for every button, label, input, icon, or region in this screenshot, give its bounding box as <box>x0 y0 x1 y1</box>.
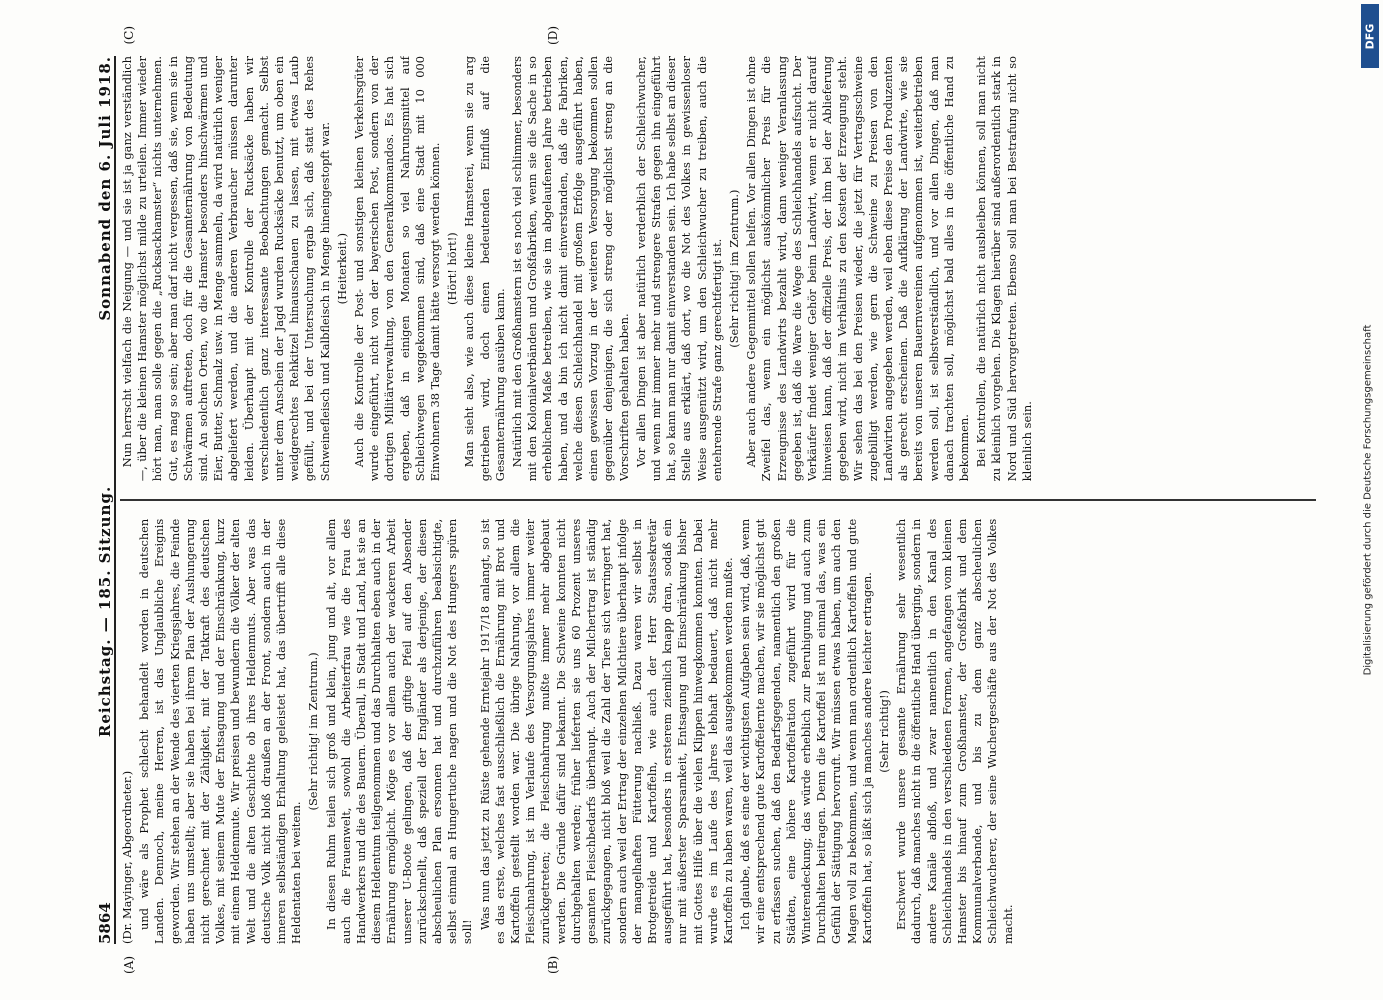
paragraph: Ich glaube, daß es eine der wichtigsten Aufgaben sein wird, daß, wenn wir eine entsprechend gute Kartoffelernte machen, wir sie möglichst gut zu erfassen suchen, daß den Bedarfsgegenden, namentlich den großen Städten, eine höhere Kartoffelration zugeführt wird für die Winterendeckung; das würde erheblich zur Beruhigung und auch zum Durchhalten beitragen. Denn die Kartoffel ist nun einmal das, was ein Gefühl der Sättigung hervorruft. Wir müssen etwas haben, um auch den Magen voll zu bekommen, und wenn man ordentlich Kartoffeln und gute Kartoffeln hat, so läßt sich ja manches andere leichter ertragen. <box>738 518 874 944</box>
paragraph: Auch die Kontrolle der Post- und sonstigen kleinen Verkehrsgüter wurde eingeführt, nicht von der bayerischen Post, sondern von der dortigen Militärverwaltung, von den Generalkommandos. Es hat sich ergeben, daß in einigen Monaten so viel Nahrungsmittel auf Schleichwegen weggekommen sind, daß eine Stadt mit 10 000 Einwohnern 38 Tage damit hätte versorgt werden können. <box>352 56 443 482</box>
paragraph: In diesen Ruhm teilen sich groß und klein, jung und alt, vor allem auch die Frauenwelt, sowohl die Arbeiterfrau wie die Frau des Handwerkers und die des Bauern. Überall, in Stadt und Land, hat sie an diesem Heldentum teilgenommen und das Durchhalten eben auch in der Ernährung ermöglicht. Möge es vor allem auch der wackeren Arbeit unserer U-Boote gelingen, daß der giftige Pfeil auf den Absender zurückschnellt, daß speziell der Engländer als derjenige, der diesen abscheulichen Plan ersonnen hat und durchzuführen beabsichtigte, selbst einmal an Hungertuche nagen und die Not des Hungers spüren soll! <box>323 518 475 944</box>
paragraph: Aber auch andere Gegenmittel sollen helfen. Vor allen Dingen ist ohne Zweifel das, wenn ein möglichst auskömmlicher Preis für die Erzeugnisse des Landwirts bezahlt wird, dann weniger Veranlassung gegeben ist, daß die Ware die Wege des Schleichhandels aufsucht. Der Verkäufer findet weniger Gehör beim Landwirt, wenn er nicht darauf hinweisen kann, daß der offizielle Preis, der ihm bei der Ablieferung gegeben wird, nicht im Verhältnis zu den Kosten der Erzeugung steht. Wir sehen das bei den Preisen wieder, die jetzt für Vertragsschweine zugebilligt werden, wie gern die Schweine zu Preisen von den Landwirten angegeben werden, weil eben diese Preise den Produzenten als gerecht erscheinen. Daß die Aufklärung der Landwirte, wie sie bereits von unseren Bauernvereinen aufgenommen ist, weiterbetrieben werden soll, ist selbstverständlich, und vor allen Dingen, daß man danach trachten soll, möglichst bald alles in die öffentliche Hand zu bekommen. <box>744 56 971 482</box>
interjection: (Heiterkeit.) <box>334 232 349 305</box>
interjection: (Hört! hört!) <box>445 232 460 305</box>
page-number: 5864 <box>96 902 114 944</box>
margin-mark-d: (D) <box>546 26 560 45</box>
paragraph: Man sieht also, wie auch diese kleine Hamsterei, wenn sie zu arg getrieben wird, doch einen bedeutenden Einfluß auf die Gesamternährung ausüben kann. <box>462 56 507 482</box>
interjection: (Sehr richtig! im Zentrum.) <box>726 189 741 348</box>
right-column <box>120 56 1316 481</box>
paragraph: Bei Kontrollen, die natürlich nicht ausbleiben können, soll man nicht zu kleinlich vorgehen. Die Klagen hierüber sind außerordentlich stark in Nord und Süd hervorgetreten. Ebenso soll man bei Bestrafung nicht so kleinlich sein. <box>974 56 1034 482</box>
credit-text: Digitalisierung gefördert durch die Deutsche Forschungsgemeinschaft <box>1362 324 1374 676</box>
interjection: (Sehr richtig!) <box>876 690 891 773</box>
margin-mark-c: (C) <box>122 26 136 45</box>
paragraph: Vor allen Dingen ist aber natürlich verderblich der Schleichwucher, und wenn mir immer mehr und strengere Strafen gegen ihn eingeführt hat, so kann man nur damit einverstanden sein. Ich habe selbst an dieser Stelle aus erklärt, daß dort, wo die Not des Volkes in gewissenloser Weise ausgenützt wird, um den Schleichwucher zu treiben, auch die entehrende Strafe ganz gerechtfertigt ist. <box>633 56 724 482</box>
digitization-credit <box>1359 0 1377 1000</box>
page-header <box>84 56 116 944</box>
paragraph: Nun herrscht vielfach die Neigung — und sie ist ja ganz verständlich —, über die kleinen Hamster möglichst milde zu urteilen. Immer wieder hört man, man solle gegen die „Rucksackhamster“ nichts unternehmen. Gut, es mag so sein; aber man darf nicht vergessen, daß sie, wenn sie in Schwärmen auftreten, doch für die Gesamternährung von Bedeutung sind. An solchen Orten, wo die Hamster besonders hinschwärmen und Eier, Butter, Schmalz usw. in Menge sammeln, da wird natürlich weniger abgeliefert werden, und die anderen Verbraucher müssen darunter leiden. Überhaupt mit der Kontrolle der Rucksäcke haben wir verschiedentlich ganz interessante Beobachtungen gemacht. Selbst unter dem Anschein der Jagd wurden Rucksäcke benutzt, um oben ein weidgerechtes Rehkitzel hinausschauen zu lassen, mit etwas Laub gefüllt, und bei der Untersuchung ergab sich, daß statt des Rehes Schweinefleisch und Kalbfleisch in Menge hineingestopft war. <box>120 56 332 482</box>
column-divider <box>120 499 1316 501</box>
paragraph: und wäre als Prophet schlecht behandelt worden in deutschen Landen. Dennoch, meine Herren, ist das Unglaubliche Ereignis geworden. Wir stehen an der Wende des vierten Kriegsjahres, die Feinde haben uns umstellt; aber sie haben bei ihrem Plan der Aushungerung nicht gerechnet mit der Zähigkeit, mit der Tatkraft des deutschen Volkes, mit seinem Mute der Entsagung und der Einschränkung, kurz mit einem Heldenmute. Wir preisen und bewundern die Völker der alten Welt und die alten Geschichte ob ihres Heldenmuts. Aber was das deutsche Volk nicht bloß draußen an der Front, sondern auch in der inneren selbständigen Erhaltung geleistet hat, das übertrifft alle diese Heldentaten bei weitem. <box>137 518 304 944</box>
session-title: Reichstag. — 185. Sitzung. <box>96 485 114 738</box>
interjection: (Sehr richtig! im Zentrum.) <box>306 652 321 811</box>
text-columns <box>120 56 1316 944</box>
margin-mark-a: (A) <box>122 955 136 974</box>
paragraph: Erschwert wurde unsere gesamte Ernährung sehr wesentlich dadurch, daß manches nicht in die öffentliche Hand überging, sondern in andere Kanäle abfloß, und zwar namentlich in den Kanal des Schleichhandels in den verschiedenen Formen, angefangen vom kleinen Hamster bis hinauf zum Großhamster, der Großfabrik und dem Kommunalverbande, und bis zu dem ganz abscheulichen Schleichwucherer, der seine Wuchergeschäfte aus der Not des Volkes macht. <box>894 518 1015 944</box>
rotated-document-sheet <box>26 20 1356 980</box>
left-column <box>120 519 1316 944</box>
paragraph: Was nun das jetzt zu Rüste gehende Erntejahr 1917/18 anlangt, so ist es das erste, welches fast ausschließlich die Ernährung mit Brot und Kartoffeln gestellt worden war. Die übrige Nahrung, vor allem die Fleischnahrung, ist im Verlaufe des Versorgungsjahres immer weiter zurückgetreten; die Fleischnahrung mußte immer mehr abgebaut werden. Die Gründe dafür sind bekannt. Die Schweine konnten nicht durchgehalten werden; früher lieferten sie uns 60 Prozent unseres gesamten Fleischbedarfs überhaupt. Auch der Milchertrag ist ständig zurückgegangen, nicht bloß weil die Zahl der Tiere sich verringert hat, sondern auch weil der Ertrag der einzelnen Milchtiere überhaupt infolge der mangelhaften Fütterung nachließ. Dazu waren wir selbst in Brotgetreide und Kartoffeln, wie auch der Herr Staatssekretär ausgeführt hat, besonders in ersterem ziemlich knapp dran, sodaß ein nur mit äußerster Sparsamkeit, Entsagung und Einschränkung bisher mit Gottes Hilfe über die vielen Klippen hinwegkommen konnten. Dabei wurde es im Laufe des Jahres lebhaft bedauert, daß nicht mehr Kartoffeln zu haben waren, weil das ausgekommen werden mußte. <box>477 518 735 944</box>
dfg-logo: DFG <box>1361 4 1379 68</box>
paragraph: Natürlich mit den Großhamstern ist es noch viel schlimmer, besonders mit den Kolonialverbänden und Großfabriken, wenn sie die Sache in so erheblichem Maße betreiben, wie sie im abgelaufenen Jahre betrieben haben, und da bin ich nicht damit einverstanden, daß die Fabriken, welche diesen Schleichhandel mit großem Erfolge ausgeführt haben, einen gewissen Vorzug in der weiteren Versorgung bekommen sollen gegenüber denjenigen, die sich streng oder möglichst streng an die Vorschriften gehalten haben. <box>510 56 631 482</box>
paragraph: (Dr. Mayinger, Abgeordneter.) <box>120 770 134 944</box>
session-date: Sonnabend den 6. Juli 1918. <box>96 56 114 321</box>
margin-mark-b: (B) <box>546 955 560 974</box>
